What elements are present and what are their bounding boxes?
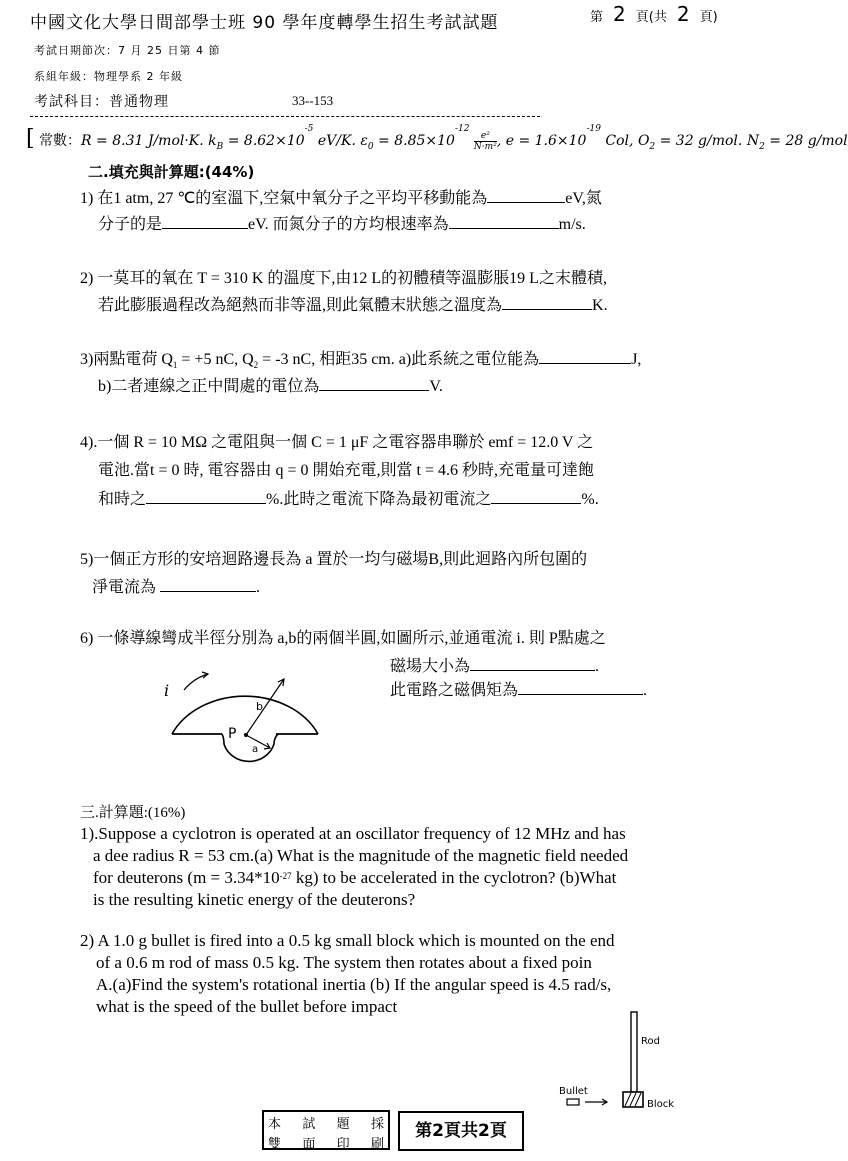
header-divider (30, 116, 540, 117)
const-O2: $O_2 = 32$ g/mol (637, 133, 738, 152)
answer-blank[interactable] (491, 489, 581, 504)
radius-b-label: b (256, 700, 263, 713)
page-middle: 頁(共 (635, 10, 667, 25)
q3-2-line4: what is the speed of the bullet before impact (96, 997, 398, 1016)
const-eps0: . $\varepsilon_0 = 8.85\times 10^{-12}$ $\frac{\text{e²}}{\text{N·m²}}$ (351, 124, 497, 152)
answer-blank[interactable] (470, 656, 595, 671)
q2-1-text-e: m/s. (558, 216, 586, 233)
q3-1-line2: a dee radius R = 53 cm.(a) What is the magnitude of the magnetic field needed (93, 846, 629, 865)
answer-blank[interactable] (449, 214, 559, 229)
stamp-row-1: 本 試 題 採 (268, 1117, 384, 1132)
rod (631, 1012, 637, 1092)
radius-a-label: a (252, 744, 259, 755)
double-sided-stamp (262, 1110, 390, 1150)
page-current: 2 (613, 2, 626, 26)
stamp-row-2: 雙 面 印 刷 (268, 1137, 384, 1152)
bullet (567, 1099, 579, 1105)
q2-6-line1: 6) 一條導線彎成半徑分別為 a,b的兩個半圓,如圖所示,並通電流 i. 則 P點處之 (80, 630, 606, 647)
section3-heading: 三.計算題:(16%) (80, 805, 186, 821)
point-p-dot (244, 733, 248, 737)
q3-1-line1: 1).Suppose a cyclotron is operated at an oscillator frequency of 12 MHz and has (80, 824, 626, 843)
page-indicator (590, 2, 718, 26)
answer-blank[interactable] (487, 188, 565, 203)
answer-blank[interactable] (146, 489, 266, 504)
q2-1-text-c: 分子的是 (98, 216, 163, 233)
q3-2-line1: 2) A 1.0 g bullet is fired into a 0.5 kg small block which is mounted on the end (80, 931, 615, 950)
const-kB: $k_B = 8.62\times 10^{-5}$ eV/K (208, 124, 352, 152)
q2-5-line1: 5)一個正方形的安培迴路邊長為 a 置於一均勻磁場B,則此迴路內所包圍的 (80, 551, 588, 568)
q2-1-text-d: eV. 而氮分子的方均根速率為 (248, 216, 449, 233)
constants-line: [ 常數：R = 8.31 J/mol·K. $k_B = 8.62\times 10^{-5}$ eV/K. $\varepsilon_0 = 8.85\times 10^{-12}$ $\frac{\text{e²}}{\text{N·m²}}$ , $e = 1.6\times 10^{-19}$ Col, $O_2 = 32$ g/mol. $N_2 = 28$ g/mol (26, 124, 848, 152)
answer-blank[interactable] (539, 349, 631, 364)
exam-date: 考試日期節次：7 月 25 日第 4 節 (34, 44, 221, 57)
q2-2-text-b: K. (592, 297, 608, 314)
semicircle-wire-figure (150, 660, 350, 770)
rod-block-figure (555, 1010, 725, 1115)
answer-blank[interactable] (162, 214, 248, 229)
q3-1-line4: is the resulting kinetic energy of the deuterons? (93, 890, 416, 909)
q2-2-line1: 2) 一莫耳的氧在 T = 310 K 的溫度下,由12 L的初體積等溫膨脹19 L之末體積, (80, 270, 607, 287)
page-suffix: 頁) (699, 10, 718, 25)
q2-4-line2: 電池.當t = 0 時, 電容器由 q = 0 開始充電,則當 t = 4.6 秒時,充電量可達飽 (98, 462, 594, 479)
answer-blank[interactable] (518, 680, 643, 695)
const-e: , $e = 1.6\times 10^{-19}$ Col, (496, 124, 634, 149)
q2-1-text-a: 1) 在1 atm, 27 ℃的室溫下,空氣中氧分子之平均平移動能為 (80, 190, 488, 207)
block-label: Block (647, 1099, 675, 1110)
answer-blank[interactable] (160, 577, 256, 592)
const-N2: . $N_2 = 28$ g/mol (737, 133, 848, 152)
q2-1-text-b: eV,氮 (565, 190, 602, 207)
current-label: i (164, 681, 170, 700)
answer-blank[interactable] (502, 295, 592, 310)
department: 系組年級：物理學系 2 年級 (34, 70, 183, 83)
q3-2-line3: A.(a)Find the system's rotational inertia (b) If the angular speed is 4.5 rad/s, (96, 975, 612, 994)
answer-blank[interactable] (319, 376, 429, 391)
q2-4-line1: 4).一個 R = 10 MΩ 之電阻與一個 C = 1 μF 之電容器串聯於 emf = 12.0 V 之 (80, 434, 594, 451)
bullet-label: Bullet (559, 1086, 588, 1097)
radius-b-line (246, 679, 284, 735)
rod-label: Rod (641, 1036, 660, 1047)
subject-code: 33--153 (292, 93, 334, 108)
point-p-label: P (228, 726, 237, 742)
constants-label: 常數： (39, 133, 82, 149)
section2-heading: 二.填充與計算題:(44%) (88, 163, 255, 181)
page-total: 2 (676, 2, 690, 26)
constants-bracket: [ (26, 126, 35, 151)
page-prefix: 第 (590, 10, 604, 25)
page-count-stamp: 第2頁共2頁 (398, 1111, 524, 1151)
subject: 考試科目：普通物理 (34, 94, 169, 110)
q2-2-text-a: 若此膨脹過程改為絕熱而非等溫,則此氣體末狀態之溫度為 (98, 297, 503, 314)
exam-title: 中國文化大學日間部學士班 90 學年度轉學生招生考試試題 (30, 13, 499, 33)
q3-2-line2: of a 0.6 m rod of mass 0.5 kg. The system then rotates about a fixed poin (96, 953, 592, 972)
const-R: R = 8.31 J/mol·K (81, 133, 200, 149)
outer-semicircle (172, 696, 318, 734)
